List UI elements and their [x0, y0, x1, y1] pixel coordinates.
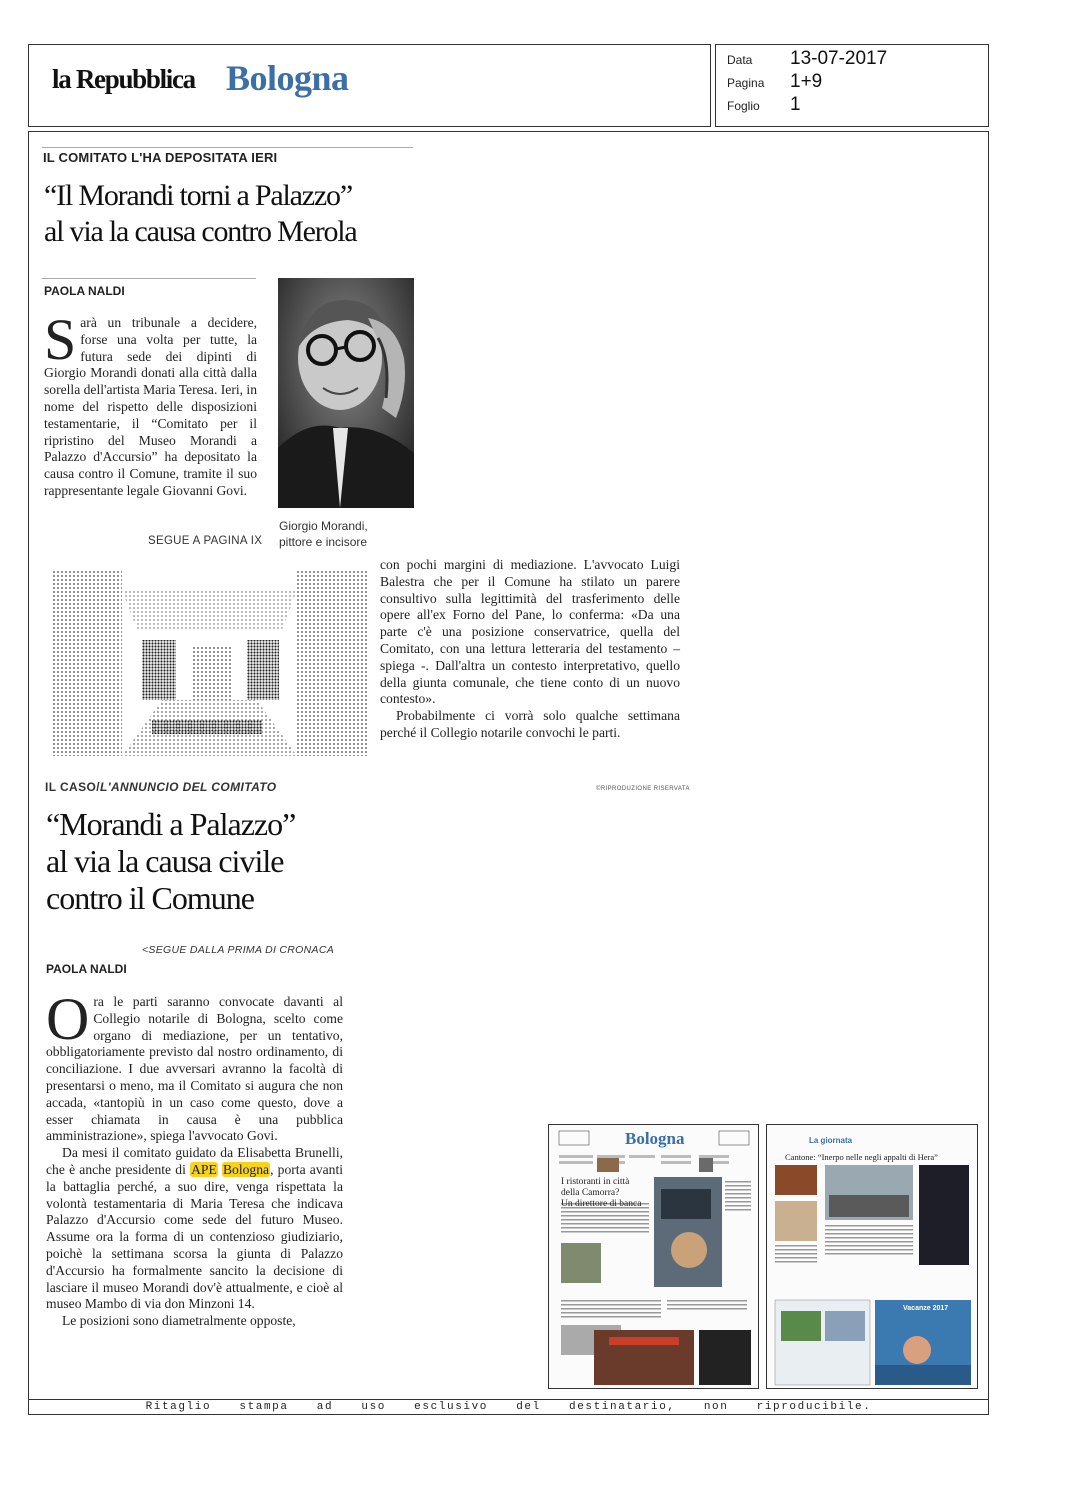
footer-notice: Ritaglio stampa ad uso esclusivo del destinatario, non riproducibile.: [145, 1401, 872, 1413]
article2-body: [46, 986, 344, 1330]
article1-kicker: IL COMITATO L'HA DEPOSITATA IERI: [43, 150, 278, 165]
article2-kicker-topic: L'ANNUNCIO DEL COMITATO: [100, 780, 277, 794]
article1-dropcap: S: [44, 307, 77, 372]
copyright-notice: ©RIPRODUZIONE RISERVATA: [596, 786, 690, 792]
front-page-thumbnail: [548, 1124, 759, 1389]
museum-illustration: [52, 570, 367, 756]
highlight-bologna: Bologna: [222, 1161, 270, 1177]
article2-headline-line2: al via la causa civile: [46, 843, 284, 879]
article1-body: [44, 307, 257, 500]
kicker-rule: [42, 147, 413, 148]
article2-kicker: [45, 780, 277, 794]
article2-headline-line3: contro il Comune: [46, 880, 254, 916]
article2-para3: Le posizioni sono diametralmente opposte,: [62, 1313, 296, 1329]
article2-byline: PAOLA NALDI: [46, 962, 127, 976]
article1-headline-line1: “Il Morandi torni a Palazzo”: [44, 179, 352, 212]
article2-col2-para2: Probabilmente ci vorrà solo qualche settimana perché il Collegio notarile convochi le parti.: [380, 708, 680, 740]
sheet-label: Foglio: [727, 99, 760, 113]
inner-page-thumbnail: [766, 1124, 978, 1389]
inner-thumb-ad: Vacanze 2017: [903, 1305, 949, 1312]
date-value: 13-07-2017: [790, 48, 888, 69]
portrait-caption-line2: pittore e incisore: [279, 535, 368, 549]
article2-para2-end: , porta avanti la battaglia perché, a suo dire, venga rispettata la volontà testamentaria di Maria Teresa che indicava Palazzo d'Accursio come sede del futuro Museo. Assume ora la forma di un contenzioso giudiziario, poichè la settimana scorsa la giunta di Palazzo d'Accursio ha formalmente sancito la decisione di lasciare il museo Morandi dov'è attualmente, e cioè al museo Mambo di via don Minzoni 14.: [46, 1161, 344, 1312]
highlight-ape: APE: [191, 1161, 217, 1177]
page-label: Pagina: [727, 76, 765, 90]
date-label: Data: [727, 53, 753, 67]
sheet-value: 1: [790, 94, 801, 115]
portrait-illustration: [278, 278, 414, 508]
article1-byline: PAOLA NALDI: [44, 284, 125, 298]
article2-headline-line1: “Morandi a Palazzo”: [46, 806, 296, 842]
article2-para2: [46, 1145, 343, 1313]
article2-headline: [46, 806, 366, 917]
article1-headline: [44, 178, 424, 250]
article2-col2-para1: con pochi margini di mediazione. L'avvocato Luigi Balestra che per il Comune ha stilato un parere consultivo sulla legittimità del trasferimento delle opere all'ex Forno del Pane, lo conferma: «Da una parte c'è una posizione conservatrice, quella del Comitato, con una lettura letteraria del testamento – spiega -. Dall'altra un contesto interpretativo, quello della giunta comunale, che tiene conto di un nuovo contesto».: [380, 557, 680, 707]
article2-column2: [380, 557, 680, 742]
museum-interior-photo: [52, 570, 367, 756]
newspaper-logo: la Repubblica: [52, 64, 195, 94]
article2-continued-from: <SEGUE DALLA PRIMA DI CRONACA: [142, 944, 335, 956]
article1-headline-line2: al via la causa contro Merola: [44, 215, 357, 248]
front-page-miniature: [549, 1125, 758, 1388]
front-thumb-headline-line2: della Camorra?: [561, 1188, 620, 1198]
article2-dropcap: O: [46, 986, 90, 1052]
front-thumb-headline: [561, 1177, 653, 1210]
page-value: 1+9: [790, 71, 823, 92]
front-thumb-masthead: Bologna: [625, 1129, 685, 1148]
front-thumb-headline-line3: Un direttore di banca: [561, 1199, 642, 1209]
article1-continue-note: SEGUE A PAGINA IX: [148, 535, 263, 547]
article2-para1-text: ra le parti saranno convocate davanti al Collegio notarile di Bologna, scelto come organo di mediazione, per un tentativo, obbligatoriamente previsto dal nostro ordinamento, di conciliazione. I due avversari avranno la facoltà di presentarsi o meno, ma il Comitato si augura che non accada, «tantopiù in un caso come questo, dove a esser chiamata in causa è una pubblica amministrazione», spiega l'avvocato Govi.: [46, 994, 343, 1144]
inner-thumb-headline: Cantone: “Inerpo nelle negli appalti di Hera”: [785, 1152, 938, 1162]
city-edition-logo: Bologna: [226, 58, 349, 98]
article2-para2-start: Da mesi il comitato guidato da Elisabetta Brunelli, che è anche presidente di: [46, 1145, 343, 1177]
article2-kicker-section: IL CASO/: [45, 780, 100, 794]
footer-rule: [28, 1399, 989, 1400]
byline-rule: [42, 278, 256, 279]
morandi-portrait-photo: [278, 278, 414, 508]
article2-para1: [46, 986, 343, 1145]
inner-thumb-section: La giornata: [809, 1136, 853, 1145]
inner-page-miniature: [767, 1125, 977, 1388]
article1-body-text: arà un tribunale a decidere, forse una volta per tutte, la futura sede dei dipinti di Giorgio Morandi donati alla città dalla sorella dell'artista Maria Teresa. Ieri, in nome del rispetto delle disposizioni testamentarie, il “Comitato per il ripristino del Museo Morandi a Palazzo d'Accursio” ha depositato la causa contro il Comune, tramite il suo rappresentante legale Giovanni Govi.: [44, 315, 257, 498]
portrait-caption-line1: Giorgio Morandi,: [279, 519, 368, 533]
portrait-caption: [279, 518, 368, 550]
front-thumb-headline-line1: I ristoranti in città: [561, 1177, 630, 1187]
